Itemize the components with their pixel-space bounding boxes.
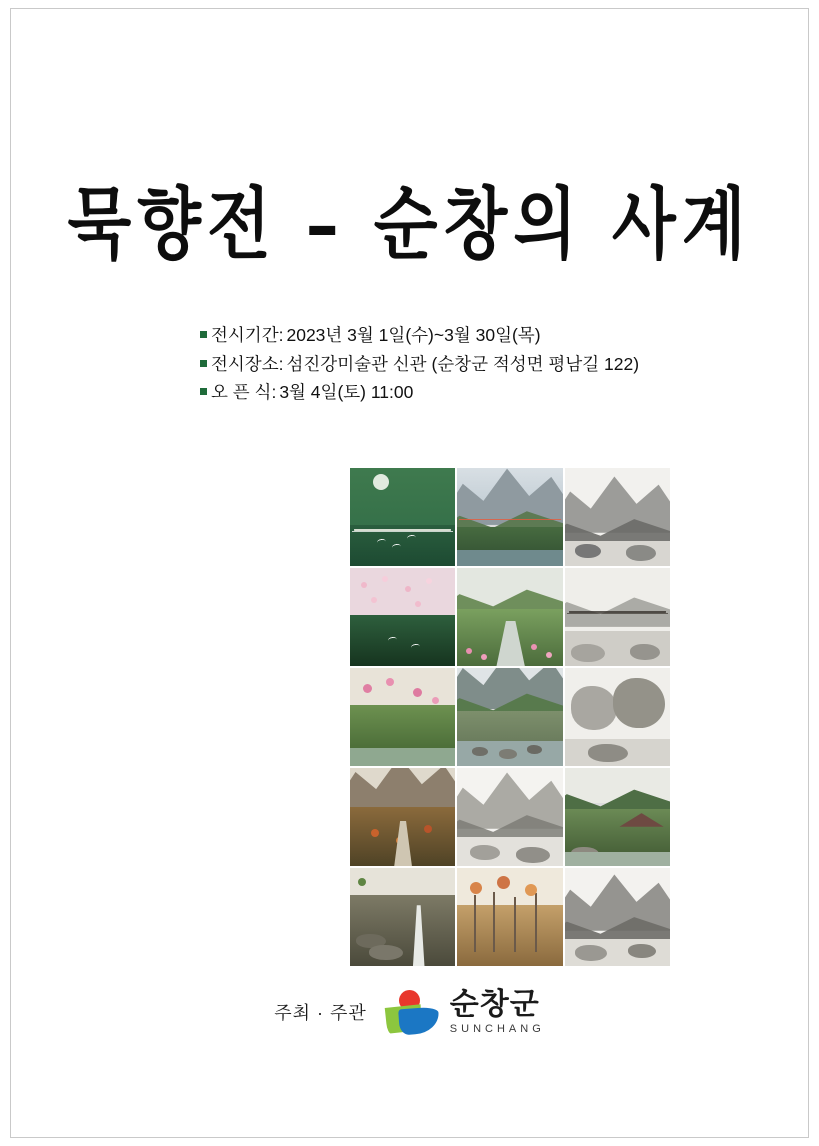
square-bullet-icon — [200, 360, 207, 367]
info-value-opening: 3월 4일(토) 11:00 — [279, 382, 414, 403]
info-value-venue: 섬진강미술관 신관 (순창군 적성면 평남길 122) — [286, 353, 640, 374]
artwork-thumbnail — [565, 768, 670, 866]
info-row-venue — [200, 353, 760, 377]
page-title: 묵향전 – 순창의 사계 — [67, 177, 752, 270]
info-row-period — [200, 324, 760, 348]
square-bullet-icon — [200, 388, 207, 395]
artwork-thumbnail — [457, 568, 562, 666]
logo-blue-swoosh-icon — [398, 1007, 440, 1036]
logo-name-en: SUNCHANG — [449, 1022, 545, 1035]
artwork-thumbnail — [350, 568, 455, 666]
title-block — [0, 177, 819, 270]
artwork-thumbnail — [457, 768, 562, 866]
artwork-thumbnail — [565, 568, 670, 666]
logo-name-kr: 순창군 — [449, 987, 540, 1021]
sunchang-logo — [385, 988, 545, 1036]
artwork-thumbnail — [565, 868, 670, 966]
exhibition-info-list — [200, 324, 760, 410]
square-bullet-icon — [200, 331, 207, 338]
artwork-thumbnail — [457, 668, 562, 766]
info-label-opening: 오 픈 식: — [211, 382, 277, 403]
info-value-period: 2023년 3월 1일(수)~3월 30일(목) — [286, 325, 541, 345]
logo-wordmark — [449, 987, 545, 1035]
info-row-opening — [200, 381, 760, 405]
info-label-period: 전시기간: — [211, 325, 284, 345]
footer — [0, 988, 819, 1036]
artwork-thumbnail — [350, 468, 455, 566]
host-label: 주최 · 주관 — [274, 1003, 367, 1023]
artwork-thumbnail — [565, 468, 670, 566]
info-label-venue: 전시장소: — [211, 353, 284, 374]
artwork-thumbnail — [350, 768, 455, 866]
artwork-thumbnail — [565, 668, 670, 766]
artwork-thumbnail — [350, 668, 455, 766]
artwork-thumbnail — [457, 468, 562, 566]
artwork-grid — [350, 468, 670, 966]
artwork-thumbnail — [350, 868, 455, 966]
artwork-thumbnail — [457, 868, 562, 966]
sunchang-logo-mark-icon — [385, 988, 441, 1036]
